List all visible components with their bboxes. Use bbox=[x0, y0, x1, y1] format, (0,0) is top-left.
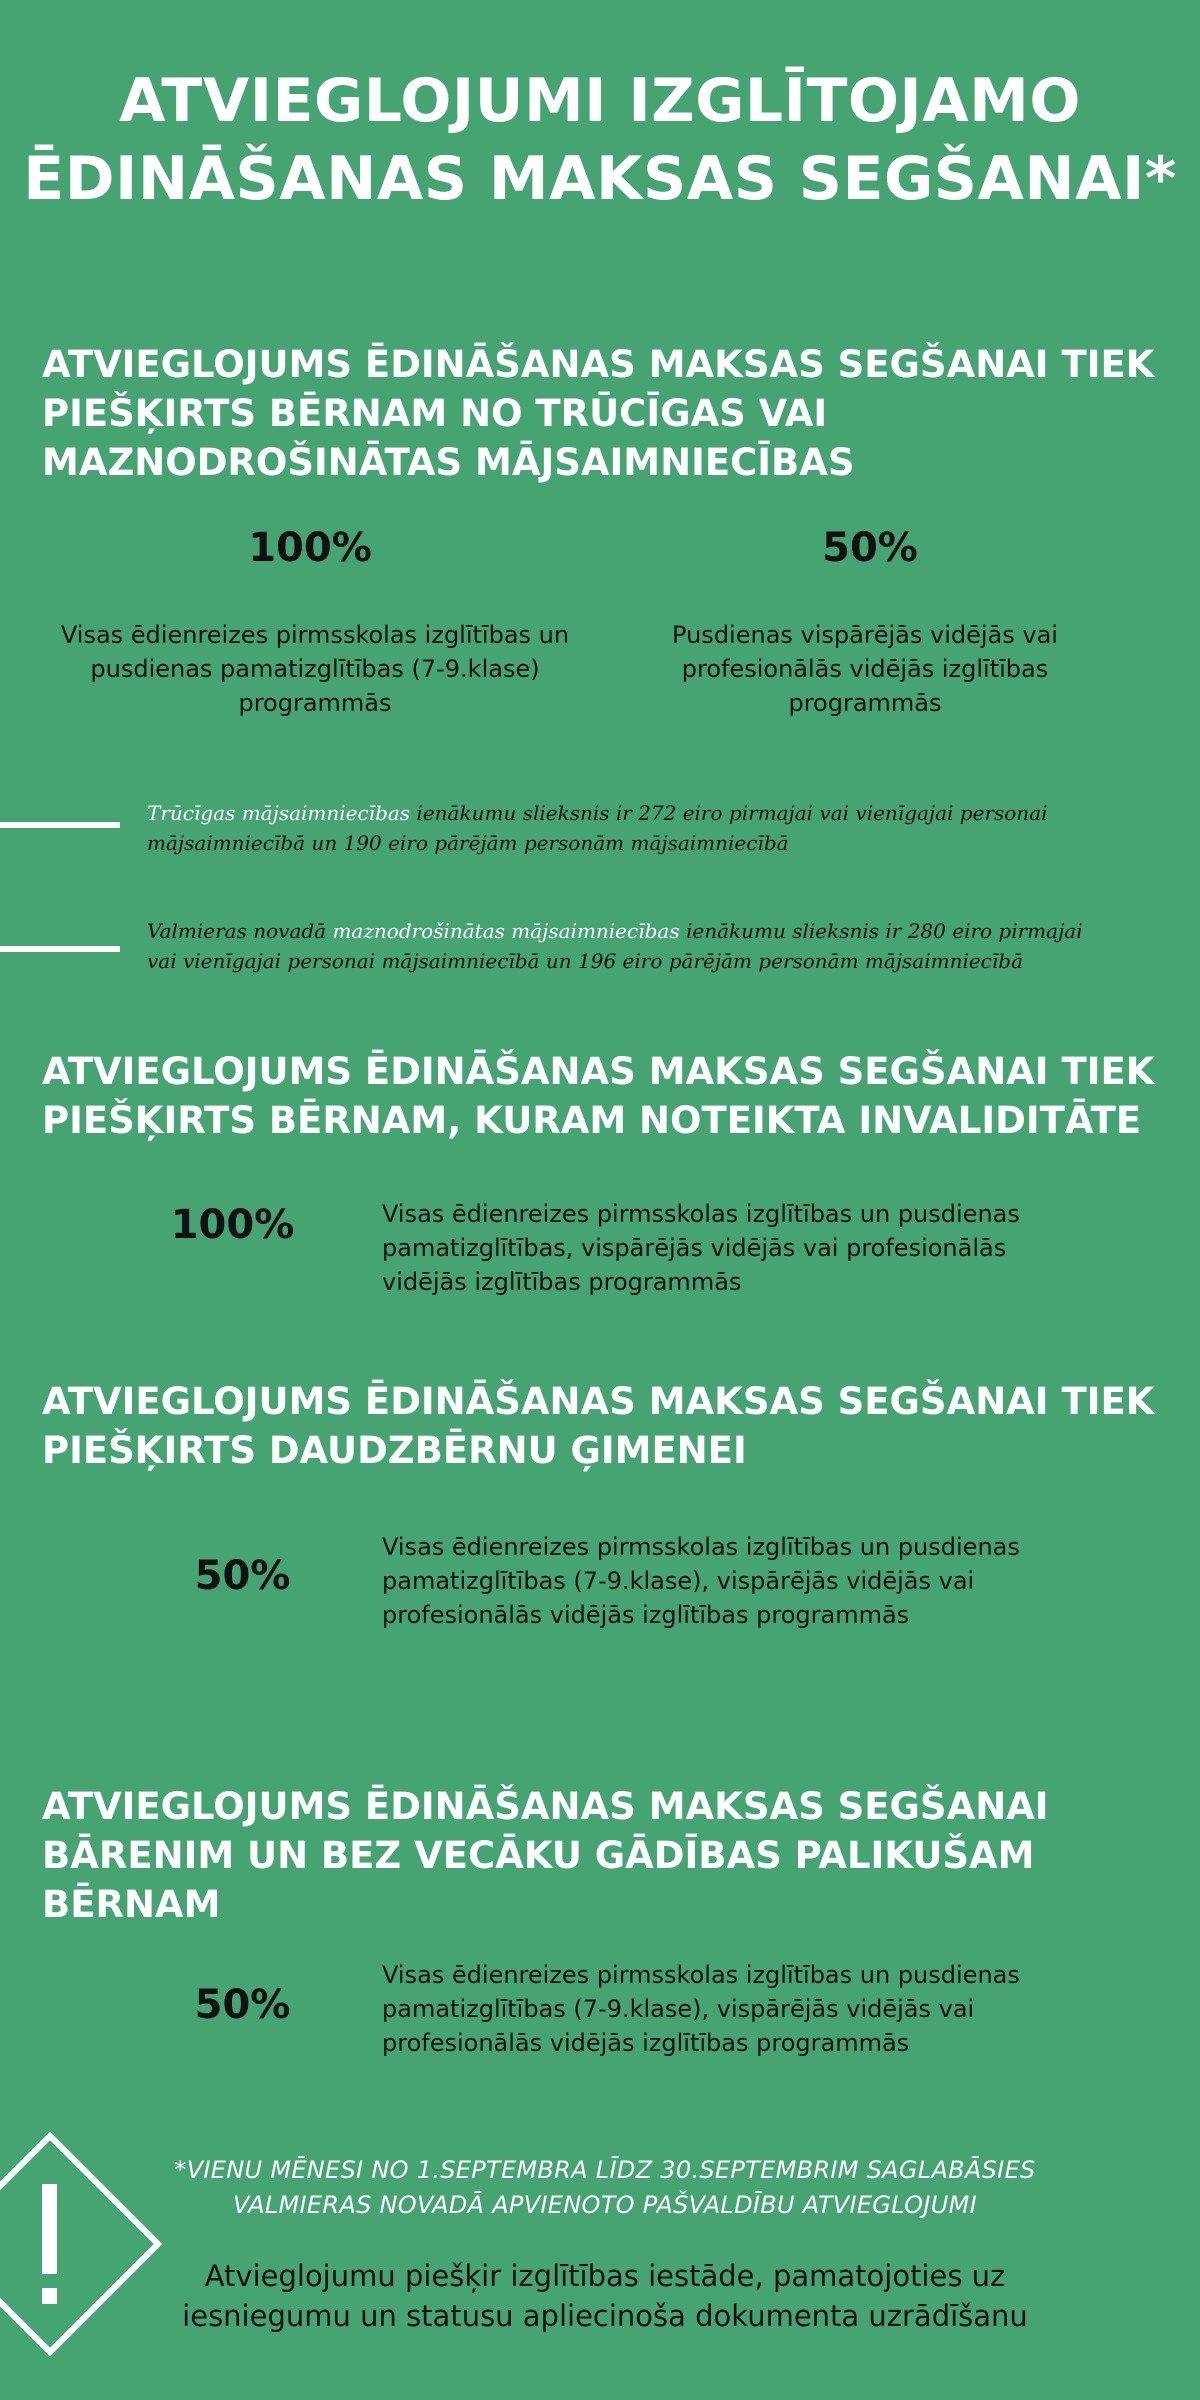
footer-text bbox=[130, 2256, 1080, 2336]
description-line: profesionālās vidējās izglītības bbox=[681, 655, 1049, 683]
note-text: ienākumu slieksnis ir 272 eiro pirmajai vai vienīgajai personai bbox=[410, 801, 1048, 825]
section4-percent: 50% bbox=[194, 1982, 291, 2028]
description-line: Visas ēdienreizes pirmsskolas izglītības un bbox=[60, 621, 570, 649]
heading-line: BĀRENIM UN BEZ VECĀKU GĀDĪBAS PALIKUŠAM bbox=[42, 1834, 1035, 1877]
footnote-line: *VIENU MĒNESI NO 1.SEPTEMBRA LĪDZ 30.SEPTEMBRIM SAGLABĀSIES bbox=[174, 2156, 1036, 2184]
page-title-line: ĒDINĀŠANAS MAKSAS SEGŠANAI* bbox=[23, 144, 1177, 214]
note-text: Valmieras novadā bbox=[147, 919, 333, 943]
section1-left-percent: 100% bbox=[248, 525, 372, 571]
footnote bbox=[130, 2153, 1080, 2223]
description-line: Visas ēdienreizes pirmsskolas izglītības un pusdienas bbox=[382, 1200, 1020, 1228]
heading-line: BĒRNAM bbox=[42, 1883, 221, 1926]
section3-description bbox=[382, 1530, 1172, 1632]
description-line: programmās bbox=[788, 689, 942, 717]
section1-heading bbox=[42, 340, 1172, 487]
heading-line: PIEŠĶIRTS BĒRNAM NO TRŪCĪGAS VAI bbox=[42, 392, 828, 435]
description-line: programmās bbox=[238, 689, 392, 717]
description-line: Pusdienas vispārējās vidējās vai bbox=[672, 621, 1058, 649]
footer-text-line: iesniegumu un statusu apliecinoša dokumenta uzrādīšanu bbox=[182, 2299, 1028, 2333]
section4-description bbox=[382, 1958, 1172, 2060]
heading-line: ATVIEGLOJUMS ĒDINĀŠANAS MAKSAS SEGŠANAI bbox=[42, 1785, 1049, 1828]
note-text: mājsaimniecībā un 190 eiro pārējām personām mājsaimniecībā bbox=[147, 831, 789, 855]
heading-line: ATVIEGLOJUMS ĒDINĀŠANAS MAKSAS SEGŠANAI TIEK bbox=[42, 343, 1155, 386]
description-line: pusdienas pamatizglītības (7-9.klase) bbox=[90, 655, 540, 683]
description-line: profesionālās vidējās izglītības programmās bbox=[382, 2029, 910, 2057]
divider-line bbox=[0, 822, 120, 828]
section4-heading bbox=[42, 1782, 1172, 1929]
heading-line: PIEŠĶIRTS DAUDZBĒRNU ĢIMENEI bbox=[42, 1429, 747, 1472]
section3-heading bbox=[42, 1377, 1172, 1475]
heading-line: ATVIEGLOJUMS ĒDINĀŠANAS MAKSAS SEGŠANAI TIEK bbox=[42, 1050, 1155, 1093]
description-line: Visas ēdienreizes pirmsskolas izglītības un pusdienas bbox=[382, 1961, 1020, 1989]
heading-line: MAZNODROŠINĀTAS MĀJSAIMNIECĪBAS bbox=[42, 441, 855, 484]
poor-household-note bbox=[147, 798, 1177, 858]
section1-left-description bbox=[20, 618, 610, 720]
section2-description bbox=[382, 1197, 1172, 1299]
page-title bbox=[0, 62, 1200, 218]
section2-heading bbox=[42, 1047, 1172, 1145]
description-line: pamatizglītības (7-9.klase), vispārējās vidējās vai bbox=[382, 1567, 975, 1595]
page-title-line: ATVIEGLOJUMI IZGLĪTOJAMO bbox=[119, 66, 1081, 136]
description-line: vidējās izglītības programmās bbox=[382, 1268, 742, 1296]
note-text: vai vienīgajai personai mājsaimniecībā un 196 eiro pārējām personām mājsaimniecībā bbox=[147, 949, 1024, 973]
description-line: pamatizglītības (7-9.klase), vispārējās vidējās vai bbox=[382, 1995, 975, 2023]
section1-right-description bbox=[615, 618, 1115, 720]
description-line: pamatizglītības, vispārējās vidējās vai profesionālās bbox=[382, 1234, 1007, 1262]
section2-percent: 100% bbox=[170, 1202, 295, 1248]
note-text: ienākumu slieksnis ir 280 eiro pirmajai bbox=[679, 919, 1083, 943]
heading-line: PIEŠĶIRTS BĒRNAM, KURAM NOTEIKTA INVALIDITĀTE bbox=[42, 1099, 1142, 1142]
section1-right-percent: 50% bbox=[822, 525, 918, 571]
low-income-household-note bbox=[147, 916, 1187, 976]
section3-percent: 50% bbox=[194, 1553, 291, 1599]
highlight-term: maznodrošinātas mājsaimniecības bbox=[332, 919, 680, 943]
footnote-line: VALMIERAS NOVADĀ APVIENOTO PAŠVALDĪBU ATVIEGLOJUMI bbox=[233, 2191, 977, 2219]
description-line: profesionālās vidējās izglītības programmās bbox=[382, 1601, 910, 1629]
description-line: Visas ēdienreizes pirmsskolas izglītības un pusdienas bbox=[382, 1533, 1020, 1561]
highlight-term: Trūcīgas mājsaimniecības bbox=[147, 801, 411, 825]
divider-line bbox=[0, 946, 120, 952]
heading-line: ATVIEGLOJUMS ĒDINĀŠANAS MAKSAS SEGŠANAI TIEK bbox=[42, 1380, 1155, 1423]
footer-text-line: Atvieglojumu piešķir izglītības iestāde, pamatojoties uz bbox=[204, 2259, 1006, 2293]
